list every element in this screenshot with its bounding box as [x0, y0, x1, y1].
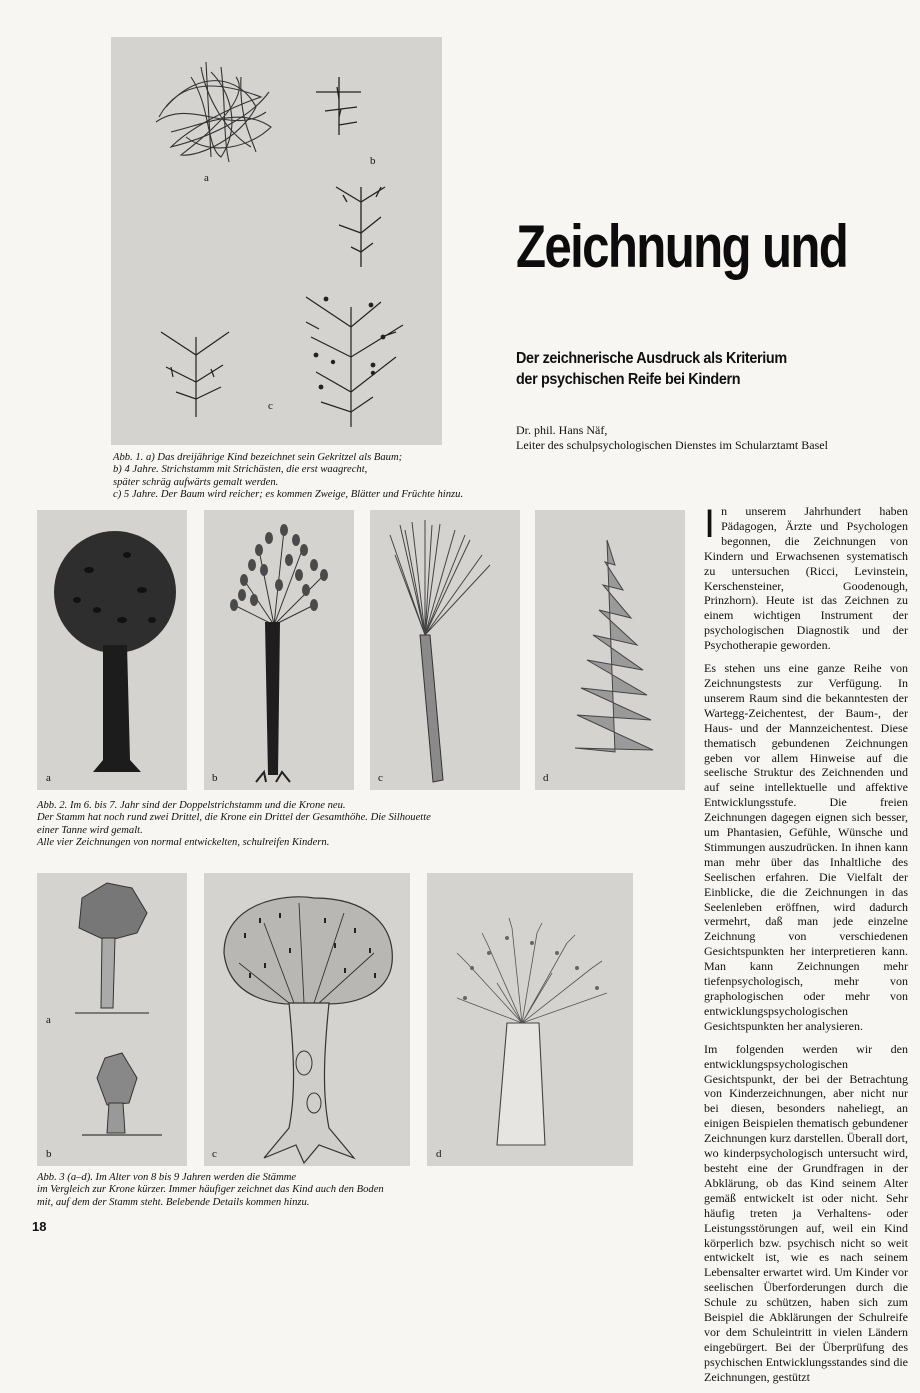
body-paragraph: Im folgenden werden wir den entwicklungspsychologischen Gesichtspunkt, der bei der Betrachtung von Kinderzeichnungen, aber nicht nur bei diesen, besonders naheliegt, an einigen Beispielen thematisch gebundener Zeichnungen kurz darstellen. Überall dort, wo kinderpsychologisch untersucht wird, besteht eine der Grundfragen in der Abklärung, ob das Kind seinem Alter gemäß entwickelt ist oder nicht. Sehr häufig treten ja Verhaltens- oder Leistungsstörungen auf, weil ein Kind körperlich bzw. psychisch nicht so weit entwickelt ist, wie es nach seinem Lebensalter erwartet wird. Um Kinder vor seelischen Überforderungen durch die Schule zu schützen, haben sich zum Beispiel die Abklärungen der Schulreife vor dem Schuleintritt in vielen Ländern eingebürgert. Bei der Überprüfung des psychischen Entwicklungsstandes sind die Zeichnungen, gestützt — [704, 1041, 908, 1384]
caption-line: mit, auf dem der Stamm steht. Belebende Details kommen hinzu. — [37, 1196, 310, 1208]
figure-2a-panel — [37, 510, 187, 790]
scribble-drawing-a — [156, 62, 271, 162]
body-paragraph: Es stehen uns eine ganze Reihe von Zeichnungstests zur Verfügung. In unserem Raum sind die bekanntesten der Wartegg-Zeichentest, der Baum-, der Haus- und der Mannzeichentest. Diese thematisch gebundenen Zeichnungen geben vor allem Hinweise auf die seelische Struktur des Zeichnenden und auf seine intellektuelle und affektive Entwicklungsstufe. Die freien Zeichnungen dagegen eignen sich besser, um Phantasien, Gefühle, Wünsche und Stimmungen auszudrücken. In ihnen kann man mehr über das Inhaltliche des Seelischen erfahren. Die Vielfalt der Einblicke, die die Zeichnungen in das Seelenleben eröffnen, wird dadurch vermehrt, daß man jede einzelne Zeichnung von verschiedenen Gesichtspunkten her interpretieren kann. Man kann Zeichnungen mehr tiefenpsychologisch, mehr von graphologischen oder mehr von entwicklungspsychologischen Gesichtspunkten her analysieren. — [704, 661, 908, 1033]
author-affiliation: Leiter des schulpsychologischen Dienstes im Schularztamt Basel — [516, 438, 828, 452]
caption-line: Abb. 2. Im 6. bis 7. Jahr sind der Doppelstrichstamm und die Krone neu. — [37, 800, 346, 811]
caption-line: c) 5 Jahre. Der Baum wird reicher; es kommen Zweige, Blätter und Früchte hinzu. — [113, 489, 464, 501]
article-body — [704, 504, 908, 1393]
figure-2-label-a: a — [46, 772, 51, 784]
caption-line: im Vergleich zur Krone kürzer. Immer häufiger zeichnet das Kind auch den Boden — [37, 1184, 384, 1196]
palm-like-tree-drawing — [370, 510, 520, 790]
caption-line: später schräg aufwärts gemalt werden. — [113, 476, 279, 488]
figure-2-caption — [37, 800, 431, 850]
figure-2-label-b: b — [212, 772, 218, 784]
round-crown-tree-drawing — [37, 510, 187, 790]
figure-3-caption — [37, 1172, 384, 1209]
article-subtitle — [516, 348, 787, 390]
caption-line: einer Tanne wird gemalt. — [37, 824, 143, 836]
figure-3ab-panel — [37, 873, 187, 1166]
figure-2b-panel — [204, 510, 354, 790]
article-title: Zeichnung und — [516, 213, 848, 280]
caption-line: Abb. 1. a) Das dreijährige Kind bezeichnet sein Gekritzel als Baum; — [113, 452, 403, 463]
figure-3-label-c: c — [212, 1148, 217, 1160]
leafy-tree-drawing — [204, 510, 354, 790]
figure-3c-panel — [204, 873, 410, 1166]
tree-drawings-c — [161, 297, 403, 427]
figure-1-label-b: b — [370, 155, 376, 167]
branching-tree-drawing — [427, 873, 633, 1166]
small-tree-drawings — [37, 873, 187, 1166]
figure-3-label-a: a — [46, 1014, 51, 1026]
large-tree-drawing — [204, 873, 410, 1166]
figure-3-label-b: b — [46, 1148, 52, 1160]
drop-cap: I — [704, 502, 716, 546]
paragraph-text: n unserem Jahrhundert haben Pädagogen, Ärzte und Psychologen begonnen, die Zeichnungen von Kindern und Erwachsenen systematisch zu untersuchen (Ricci, Levinstein, Kerschensteiner, Goodenough, Prinzhorn). Heute ist das Zeichnen zu einem wichtigen Instrument der psychologischen Diagnostik und der Psychotherapie geworden. — [704, 504, 908, 653]
figure-2c-panel — [370, 510, 520, 790]
caption-line: b) 4 Jahre. Strichstamm mit Strichästen, die erst waagrecht, — [113, 464, 368, 476]
subtitle-line: der psychischen Reife bei Kindern — [516, 371, 741, 388]
author-byline — [516, 423, 828, 453]
figure-2d-panel — [535, 510, 685, 790]
figure-1-panel — [111, 37, 442, 445]
figure-2-label-c: c — [378, 772, 383, 784]
figure-1-label-c: c — [268, 400, 273, 412]
caption-line: Der Stamm hat noch rund zwei Drittel, die Krone ein Drittel der Gesamthöhe. Die Silhouette — [37, 812, 431, 824]
figure-3-label-d: d — [436, 1148, 442, 1160]
line-tree-drawing-b — [316, 77, 385, 267]
caption-line: Alle vier Zeichnungen von normal entwickelten, schulreifen Kindern. — [37, 837, 330, 849]
author-name: Dr. phil. Hans Näf, — [516, 423, 608, 437]
page-number: 18 — [32, 1219, 47, 1234]
figure-1-caption — [113, 452, 463, 502]
figure-1-label-a: a — [204, 172, 209, 184]
body-paragraph — [704, 504, 908, 653]
subtitle-line: Der zeichnerische Ausdruck als Kriterium — [516, 350, 787, 367]
figure-1-drawings — [111, 37, 442, 445]
figure-2-label-d: d — [543, 772, 549, 784]
fir-tree-drawing — [535, 510, 685, 790]
caption-line: Abb. 3 (a–d). Im Alter von 8 bis 9 Jahren werden die Stämme — [37, 1172, 297, 1183]
figure-3d-panel — [427, 873, 633, 1166]
